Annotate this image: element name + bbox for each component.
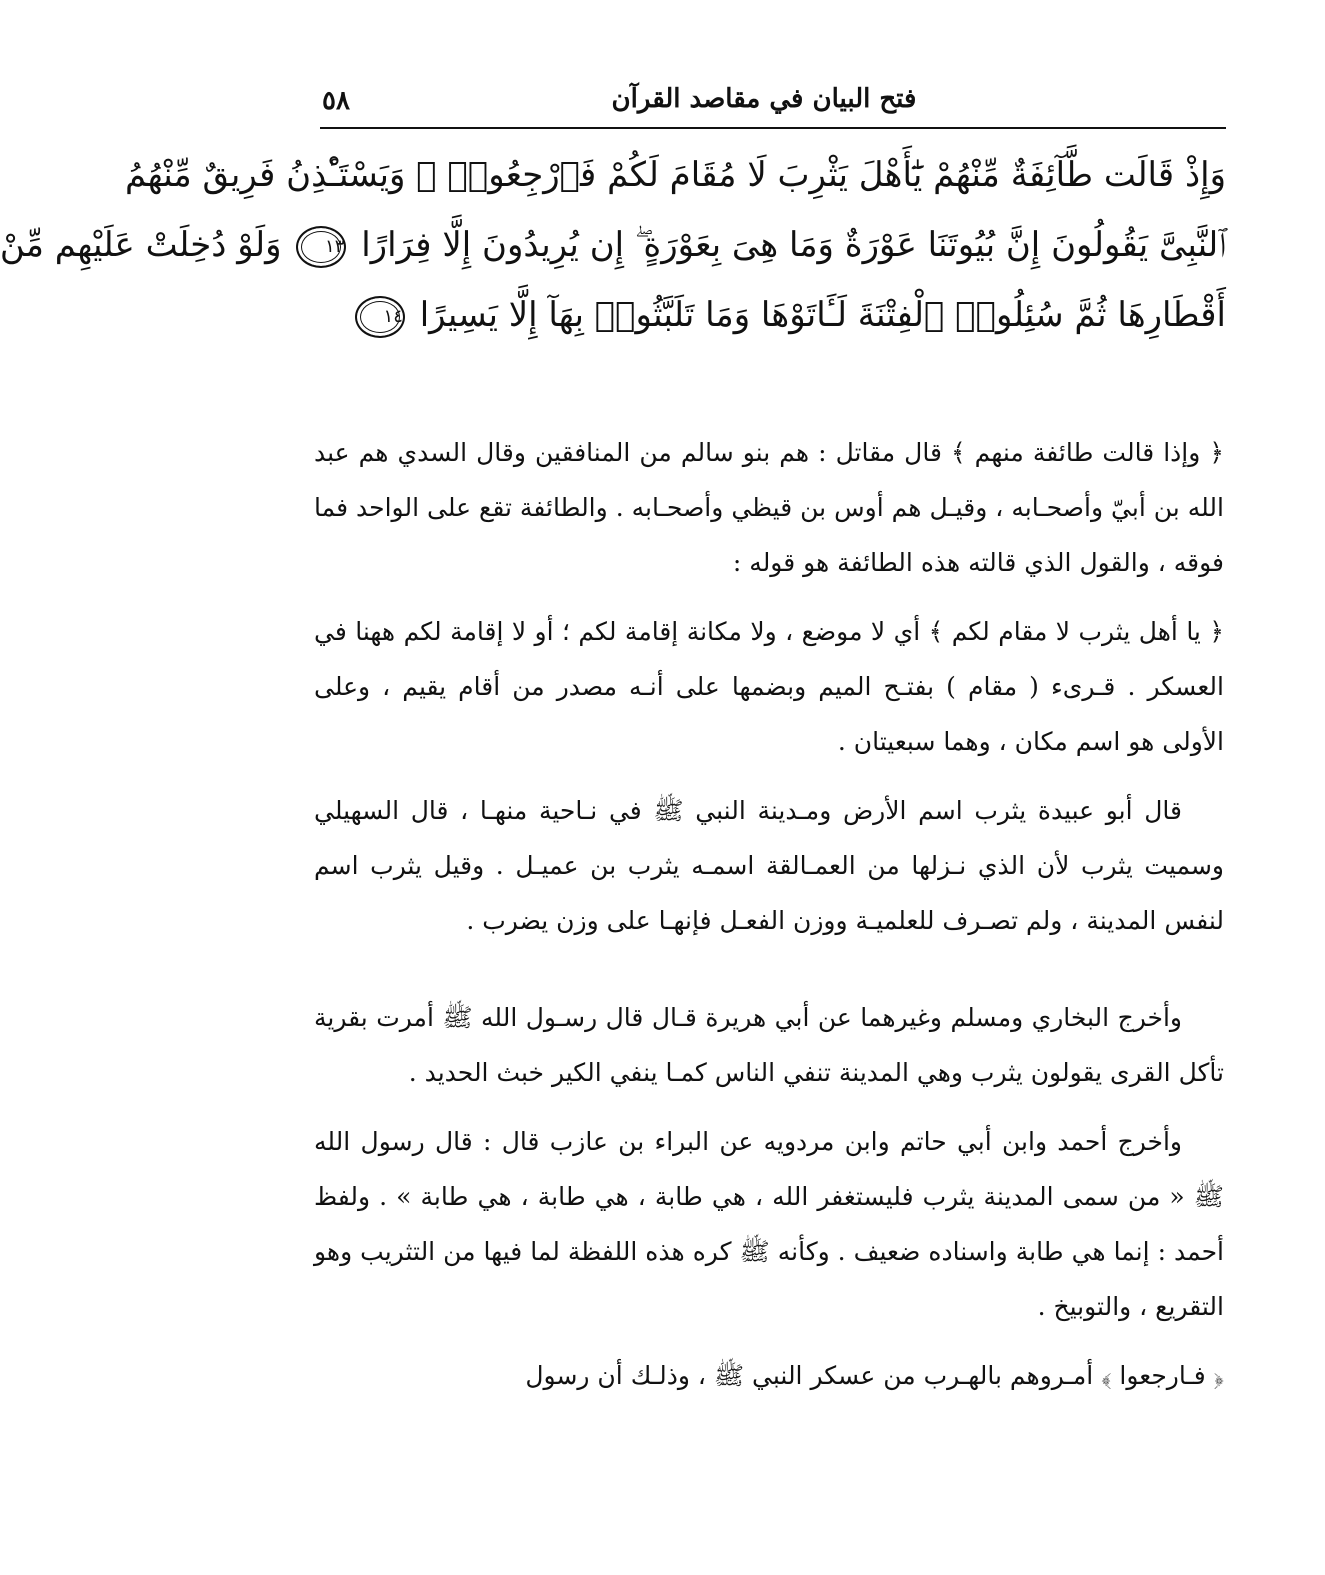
paragraph-3: قال أبو عبيدة يثرب اسم الأرض ومـدينة النبي ﷺ في نـاحية منهـا ، قال السهيلي وسميت يثرب لأن الذي نـزلها من العمـالقة اسمـه يثرب بن عميـل . وقيل يثرب اسم لنفس المدينة ، ولم تصـرف للعلميـة ووزن الفعـل فإنهـا على وزن يضرب . [314,796,1224,935]
paragraph-4: وأخرج البخاري ومسلم وغيرهما عن أبي هريرة قـال قال رسـول الله ﷺ أمرت بقرية تأكل القرى يقولون يثرب وهي المدينة تنفي الناس كمـا ينفي الكير خبث الحديد . [314,1003,1224,1087]
verse-line-2 [0,210,1226,280]
verse-line-3 [314,280,1226,350]
verse-line-1: وَإِذْ قَالَت طَّآئِفَةٌ مِّنْهُمْ يَٰٓأَهْلَ يَثْرِبَ لَا مُقَامَ لَكُمْ فَٱرْجِعُوا۟ ۚ وَيَسْتَـْٔذِنُ فَرِيقٌ مِّنْهُمُ [124,155,1226,195]
paragraph-6: ﴿ فـارجعوا ﴾ أمـروهم بالهـرب من عسكر النبي ﷺ ، وذلـك أن رسول [525,1361,1224,1390]
header-divider [320,127,1226,129]
paragraph-1: ﴿ وإذا قالت طائفة منهم ﴾ قال مقاتل : هم بنو سالم من المنافقين وقال السدي هم عبد الله بن أبيّ وأصحـابه ، وقيـل هم أوس بن قيظي وأصحـابه . والطائفة تقع على الواحد فما فوقه ، والقول الذي قالته هذه الطائفة هو قوله : [314,438,1224,577]
verse-line-2-part-b: وَلَوْ دُخِلَتْ عَلَيْهِم مِّنْ [0,225,282,265]
paragraph-5: وأخرج أحمد وابن أبي حاتم وابن مردويه عن البراء بن عازب قال : قال رسول الله ﷺ « من سمى المدينة يثرب فليستغفر الله ، هي طابة ، هي طابة ، هي طابة » . ولفظ أحمد : إنما هي طابة واسناده ضعيف . وكأنه ﷺ كره هذه اللفظة لما فيها من التثريب وهو التقريع ، والتوبيخ . [314,1127,1224,1321]
commentary-body [314,425,1224,1403]
page-number: ٥٨ [322,86,350,116]
running-title: فتح البيان في مقاصد القرآن [611,84,917,114]
verse-line-2-part-a: ٱلنَّبِىَّ يَقُولُونَ إِنَّ بُيُوتَنَا عَوْرَةٌ وَمَا هِىَ بِعَوْرَةٍ ۖ إِن يُرِيدُونَ إِلَّا فِرَارًا [361,225,1226,265]
verse-line-3-text: أَقْطَارِهَا ثُمَّ سُئِلُوا۟ ٱلْفِتْنَةَ لَـَٔاتَوْهَا وَمَا تَلَبَّثُوا۟ بِهَآ إِلَّا يَسِيرًا [419,295,1226,335]
quran-verse-block [0,140,1226,350]
ayah-number-14-marker: ١٤ [355,296,405,338]
ayah-number-13-marker: ١٣ [296,226,346,268]
paragraph-2: ﴿ يا أهل يثرب لا مقام لكم ﴾ أي لا موضع ، ولا مكانة إقامة لكم ؛ أو لا إقامة لكم ههنا في العسكر . قـرىء ( مقام ) بفتـح الميم وبضمها على أنـه مصدر من أقام يقيم ، وعلى الأولى هو اسم مكان ، وهما سبعيتان . [314,617,1224,756]
